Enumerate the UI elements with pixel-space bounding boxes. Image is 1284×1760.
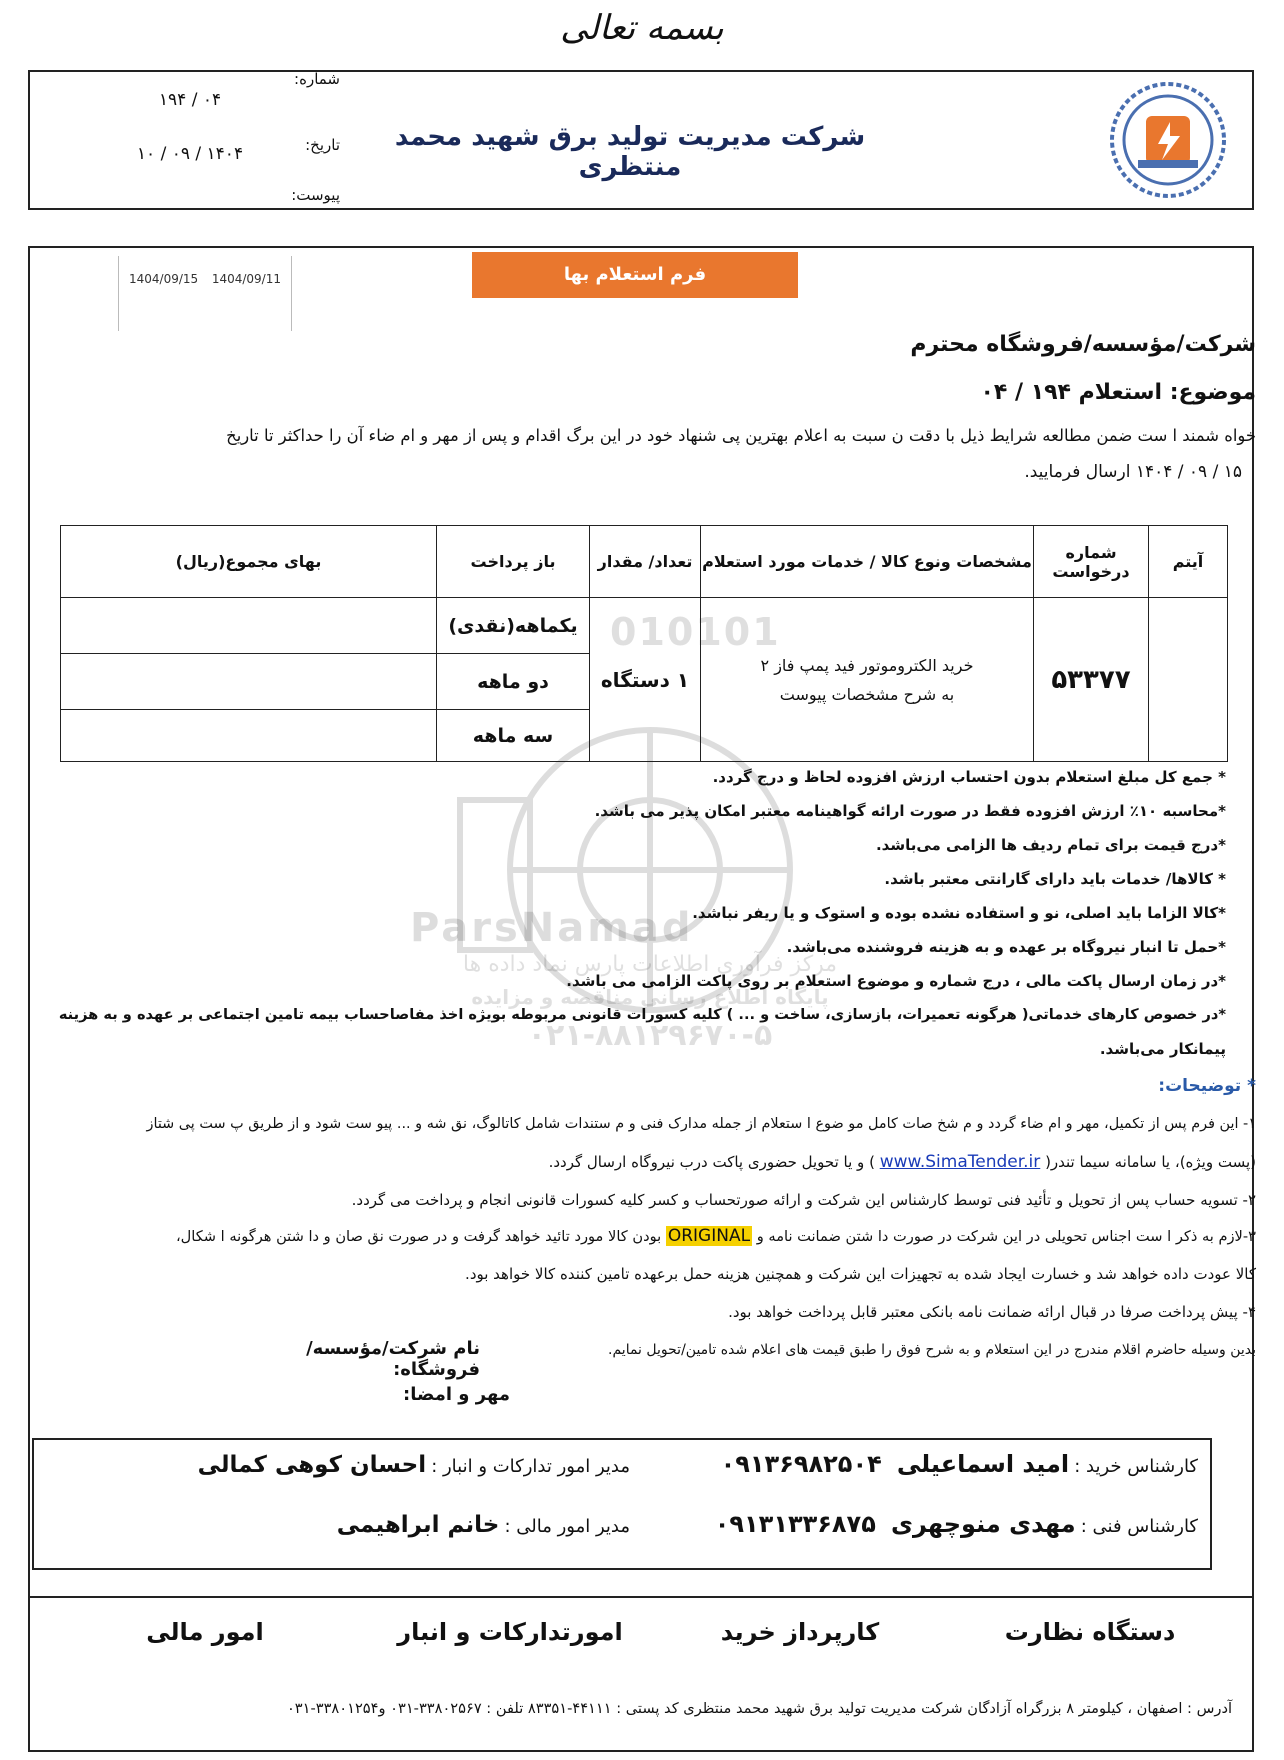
watermark-phone: ۰۲۱-۸۸۱۲۹۶۷۰-۵ [527, 1018, 773, 1053]
cell-spec [701, 598, 1034, 762]
date-end: 1404/09/15 [129, 272, 199, 286]
number-label: شماره: [294, 70, 340, 88]
date-range [118, 256, 292, 331]
procurement-label: مدیر امور تدارکات و انبار : [431, 1456, 630, 1477]
form-title: فرم استعلام بها [472, 252, 798, 298]
footer-address: آدرس : اصفهان ، کیلومتر ۸ بزرگراه آزادگان شرکت مدیریت تولید برق شهید محمد منتظری کد پستی : ۴۴۱۱۱-۸۳۳۵۱ تلفن : ۳۳۸۰۲۵۶۷-۰۳۱ و۳۳۸۰۱۲۵۴-۰۳۱ [286, 1700, 1232, 1717]
buyer-phone: ۰۹۱۳۶۹۸۲۵۰۴ [720, 1450, 882, 1478]
cell-payment-1: یکماهه(نقدی) [437, 598, 590, 654]
cell-payment-3: سه ماهه [437, 710, 590, 762]
buyer-label: کارشناس خرید : [1074, 1456, 1198, 1477]
note-1: * جمع کل مبلغ استعلام بدون احتساب ارزش افزوده لحاظ و درج گردد. [712, 768, 1226, 786]
signature-finance: امور مالی [146, 1618, 264, 1646]
stamp-label: مهر و امضا: [403, 1384, 510, 1405]
declaration: بدین وسیله حاضرم اقلام مندرج در این استعلام و به شرح فوق را طبق قیمت های اعلام شده تامین/تحویل نمایم. [608, 1342, 1256, 1358]
signature-procurement: امورتدارکات و انبار [397, 1618, 623, 1646]
attachment-label: پیوست: [291, 186, 340, 204]
desc-3-line-1 [30, 1222, 1256, 1251]
desc-1-line-2-b: ) و یا تحویل حضوری پاکت درب نیروگاه ارسال گردد. [548, 1153, 875, 1171]
original-highlight: ORIGINAL [667, 1226, 751, 1246]
finance-label: مدیر امور مالی : [504, 1516, 630, 1537]
table-row [61, 598, 1228, 654]
buyer-row [638, 1450, 1198, 1478]
procurement-row [160, 1452, 630, 1478]
note-2: *محاسبه ۱۰٪ ارزش افزوده فقط در صورت ارائه گواهینامه معتبر امکان پذیر می باشد. [594, 802, 1226, 820]
technical-row [638, 1510, 1198, 1538]
note-3: *درج قیمت برای تمام ردیف ها الزامی می‌باشد. [875, 836, 1226, 854]
spec-line-1: خرید الکتروموتور فید پمپ فاز ۲ [760, 655, 974, 675]
cell-total-3[interactable] [61, 710, 437, 762]
note-4: * کالاها/ خدمات باید دارای گارانتی معتبر باشد. [884, 870, 1226, 888]
date-start: 1404/09/11 [211, 272, 281, 286]
note-5: *کالا الزاما باید اصلی، نو و استفاده نشده بوده و استوک و یا ریفر نباشد. [692, 904, 1226, 922]
note-8: *در خصوص کارهای خدماتی( هرگونه تعمیرات، بازسازی، ساخت و ... ) کلیه کسورات قانونی مربوطه بویژه اخذ مفاصاحساب بیمه تامین اجتماعی بر عهده و به هزینه [58, 1006, 1226, 1023]
simatender-link[interactable]: www.SimaTender.ir [879, 1152, 1041, 1172]
intro-line-1: خواه شمند ا ست ضمن مطالعه شرایط ذیل با دقت ن سبت به اعلام بهترین پی شنهاد خود در این برگ اقدام و پس از مهر و ام ضاء آن را حداکثر تا تاریخ [226, 426, 1256, 445]
number-value: ۰۴ / ۱۹۴ [158, 90, 222, 110]
cell-item [1149, 598, 1228, 762]
signature-purchaser: کارپرداز خرید [720, 1618, 880, 1646]
company-name-label: نام شرکت/مؤسسه/فروشگاه: [306, 1338, 480, 1380]
cell-total-1[interactable] [61, 598, 437, 654]
desc-2: ۲- تسویه حساب پس از تحویل و تأئید فنی توسط کارشناس این شرکت و ارائه صورتحساب و کسر کلیه کسورات قانونی انجام و پرداخت می گردد. [351, 1191, 1256, 1209]
desc-4: ۴- پیش پرداخت صرفا در قبال ارائه ضمانت نامه بانکی معتبر قابل پرداخت خواهد بود. [728, 1303, 1256, 1321]
subject: موضوع: استعلام ۱۹۴ / ۰۴ [980, 380, 1256, 405]
finance-name: خانم ابراهیمی [336, 1512, 500, 1538]
items-table [60, 525, 1228, 762]
cell-payment-2: دو ماهه [437, 654, 590, 710]
desc-3-line-1-b: بودن کالا مورد تائید خواهد گرفت و در صورت نق صان و دا شتن هرگونه ا شکال، [175, 1228, 662, 1245]
desc-1-line-1: ۱- این فرم پس از تکمیل، مهر و ام ضاء گردد و م شخ صات کامل مو ضوع ا ستعلام از جمله مدارک فنی و م ستندات شامل کاتالوگ، نق شه و ... پیو ست شود و از طریق پ ست پی شتاز [146, 1116, 1256, 1132]
header-qty: تعداد/ مقدار [590, 526, 701, 598]
cell-request-no: ۵۳۳۷۷ [1034, 598, 1149, 762]
intro-line-2: ۱۵ / ۰۹ / ۱۴۰۴ ارسال فرمایید. [1024, 462, 1242, 482]
spec-line-2: به شرح مشخصات پیوست [779, 684, 955, 704]
technical-label: کارشناس فنی : [1080, 1516, 1198, 1537]
desc-3-line-2: کالا عودت داده خواهد شد و خسارت ایجاد شده به تجهیزات این شرکت و همچنین هزینه حمل برعهده تامین کننده کالا خواهد بود. [465, 1265, 1256, 1283]
finance-row [160, 1512, 630, 1538]
note-7: *در زمان ارسال پاکت مالی ، درج شماره و موضوع استعلام بر روی پاکت الزامی می باشد. [566, 972, 1226, 990]
desc-1-line-2 [30, 1148, 1256, 1176]
company-name: شرکت مدیریت تولید برق شهید محمد منتظری [394, 122, 866, 182]
watermark-line2: پایگاه اطلاع رسانی مناقصه و مزایده [471, 985, 829, 1009]
header-request-no: شماره درخواست [1034, 526, 1149, 598]
technical-name: مهدی منوچهری [890, 1510, 1076, 1538]
desc-1-line-2-a: (پست ویژه)، یا سامانه سیما تندر( [1045, 1153, 1256, 1171]
header-payment: باز پرداخت [437, 526, 590, 598]
watermark-brand: ParsNamad [410, 905, 694, 951]
bismillah: بسمه تعالی [560, 8, 724, 48]
buyer-name: امید اسماعیلی [896, 1450, 1070, 1478]
salutation: شرکت/مؤسسه/فروشگاه محترم [910, 332, 1256, 357]
watermark-line1: مرکز فرآوری اطلاعات پارس نماد داده ها [462, 952, 838, 977]
watermark-digits: 010101 [610, 610, 781, 654]
company-logo-icon [1108, 80, 1228, 200]
header-spec: مشخصات ونوع کالا / خدمات مورد استعلام [701, 526, 1034, 598]
header-total: بهای مجموع(ریال) [61, 526, 437, 598]
desc-3-line-1-a: ۳-لازم به ذکر ا ست اجناس تحویلی در این شرکت در صورت دا شتن ضمانت نامه و [756, 1228, 1256, 1245]
signature-divider [28, 1596, 1254, 1598]
procurement-name: احسان کوهی کمالی [197, 1452, 427, 1478]
descriptions-title: * توضیحات: [1158, 1076, 1256, 1096]
cell-qty: ۱ دستگاه [590, 598, 701, 762]
note-9: پیمانکار می‌باشد. [1099, 1040, 1226, 1058]
date-value: ۱۴۰۴ / ۰۹ / ۱۰ [136, 144, 244, 164]
signature-supervision: دستگاه نظارت [1004, 1618, 1176, 1646]
date-label: تاریخ: [305, 136, 340, 154]
cell-total-2[interactable] [61, 654, 437, 710]
note-6: *حمل تا انبار نیروگاه بر عهده و به هزینه فروشنده می‌باشد. [786, 938, 1226, 956]
technical-phone: ۰۹۱۳۱۳۳۶۸۷۵ [714, 1510, 876, 1538]
header-item: آیتم [1149, 526, 1228, 598]
